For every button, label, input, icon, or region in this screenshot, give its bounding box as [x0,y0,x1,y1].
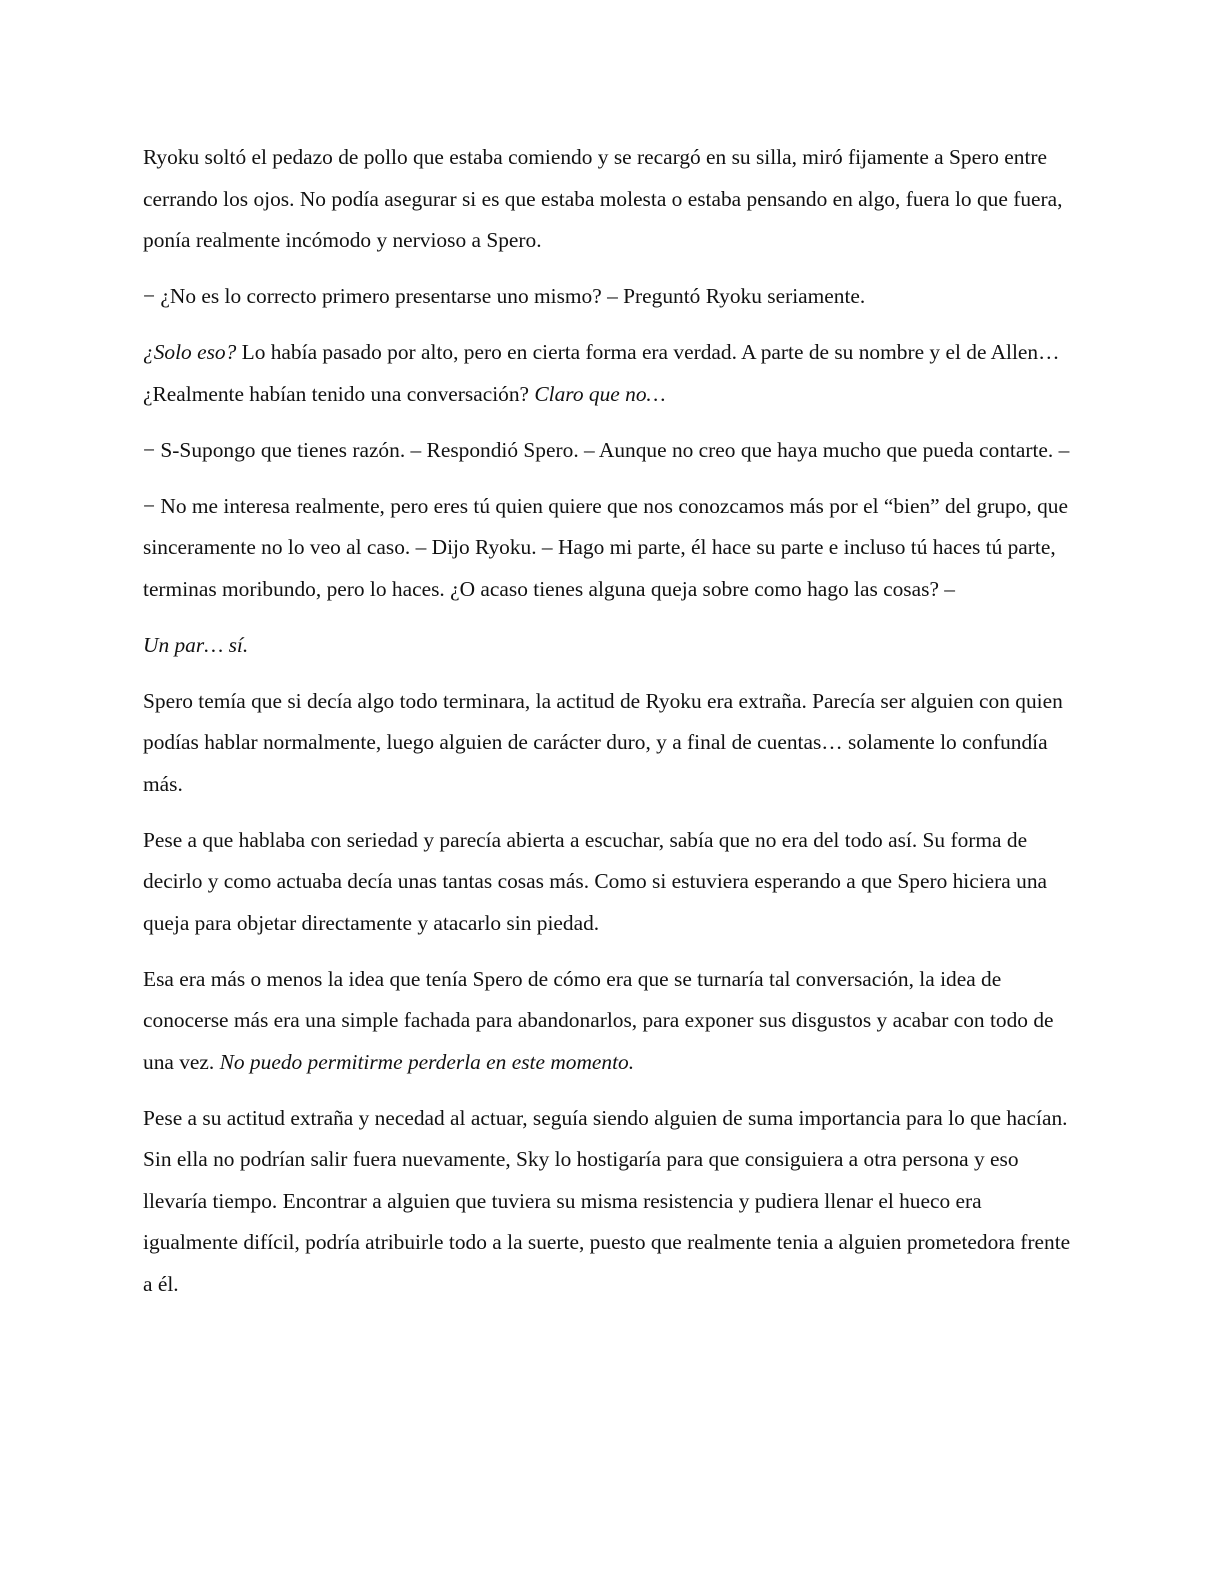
paragraph-2-dialogue [143,276,1078,318]
paragraph-1 [143,137,1078,262]
paragraph-8-text: Pese a que hablaba con seriedad y parecía abierta a escuchar, sabía que no era del todo así. Su forma de decirlo y como actuaba decía unas tantas cosas más. Como si estuviera esperando a que Spero hiciera una queja para objetar directamente y atacarlo sin piedad. [143,827,1048,935]
paragraph-9-text: Esa era más o menos la idea que tenía Spero de cómo era que se turnaría tal conversación, la idea de conocerse más era una simple fachada para abandonarlos, para exponer sus disgustos y acabar con todo de una vez. [143,966,1054,1074]
paragraph-4-dialogue [143,430,1078,472]
paragraph-7-text: Spero temía que si decía algo todo terminara, la actitud de Ryoku era extraña. Parecía ser alguien con quien podías hablar normalmente, luego alguien de carácter duro, y a final de cuentas… solamente lo confundía más. [143,688,1063,796]
paragraph-9-thought: No puedo permitirme perderla en este momento. [219,1049,635,1074]
paragraph-6-text: Un par… sí. [143,632,249,657]
paragraph-5-dialogue [143,486,1078,611]
document-page [143,137,1078,1320]
paragraph-7 [143,681,1078,806]
paragraph-9 [143,959,1078,1084]
paragraph-10-text: Pese a su actitud extraña y necedad al actuar, seguía siendo alguien de suma importancia para lo que hacían. Sin ella no podrían salir fuera nuevamente, Sky lo hostigaría para que consiguiera a otra persona y eso llevaría tiempo. Encontrar a alguien que tuviera su misma resistencia y pudiera llenar el hueco era igualmente difícil, podría atribuirle todo a la suerte, puesto que realmente tenia a alguien prometedora frente a él. [143,1105,1071,1296]
paragraph-3 [143,332,1078,415]
paragraph-1-text: Ryoku soltó el pedazo de pollo que estaba comiendo y se recargó en su silla, miró fijamente a Spero entre cerrando los ojos. No podía asegurar si es que estaba molesta o estaba pensando en algo, fuera lo que fuera, ponía realmente incómodo y nervioso a Spero. [143,145,1063,252]
paragraph-3-thought-1: ¿Solo eso? [143,340,237,364]
paragraph-10 [143,1098,1078,1306]
paragraph-4-text: − S-Supongo que tienes razón. – Respondió Spero. – Aunque no creo que haya mucho que pueda contarte. – [143,437,1070,462]
paragraph-8 [143,820,1078,945]
paragraph-3-text: Lo había pasado por alto, pero en cierta forma era verdad. A parte de su nombre y el de Allen… ¿Realmente habían tenido una conversación? [143,340,1060,406]
paragraph-6-thought [143,625,1078,667]
paragraph-5-text: − No me interesa realmente, pero eres tú quien quiere que nos conozcamos más por el “bien” del grupo, que sinceramente no lo veo al caso. – Dijo Ryoku. – Hago mi parte, él hace su parte e incluso tú haces tú parte, terminas moribundo, pero lo haces. ¿O acaso tienes alguna queja sobre como hago las cosas? – [143,493,1068,601]
paragraph-3-thought-2: Claro que no… [534,381,666,406]
paragraph-2-text: − ¿No es lo correcto primero presentarse uno mismo? – Preguntó Ryoku seriamente. [143,284,866,308]
